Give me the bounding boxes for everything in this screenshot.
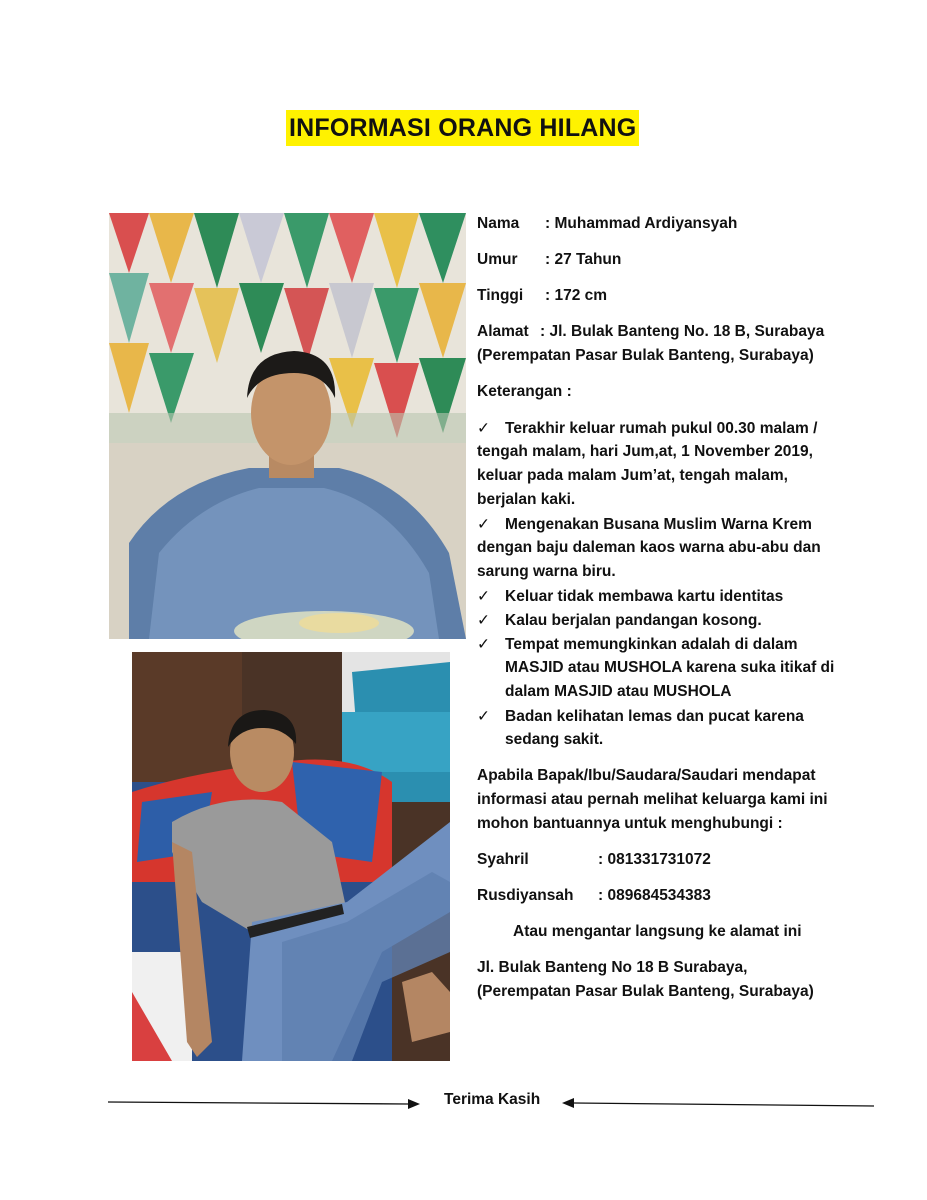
detail-age: [477, 251, 621, 269]
list-item-continuation: dalam MASJID atau MUSHOLA: [505, 683, 732, 700]
list-item-continuation: berjalan kaki.: [477, 491, 576, 508]
address-value: : Jl. Bulak Banteng No. 18 B, Surabaya: [540, 323, 825, 340]
name-value: : Muhammad Ardiyansyah: [545, 215, 738, 232]
check-icon: ✓: [477, 588, 490, 605]
contact-row: [477, 887, 711, 905]
age-value: : 27 Tahun: [545, 251, 622, 268]
list-item-continuation: sedang sakit.: [505, 731, 604, 748]
page-title: INFORMASI ORANG HILANG: [286, 110, 639, 146]
height-value: : 172 cm: [545, 287, 608, 304]
contact-phone: : 081331731072: [598, 851, 711, 868]
keterangan-heading: Keterangan :: [477, 383, 572, 400]
contact-name: Syahril: [477, 851, 529, 868]
list-item-continuation: dengan baju daleman kaos warna abu-abu dan: [477, 539, 821, 556]
age-label: Umur: [477, 251, 518, 268]
contact-phone: : 089684534383: [598, 887, 711, 904]
address-line-2: (Perempatan Pasar Bulak Banteng, Surabaya): [477, 347, 814, 364]
list-item-continuation: sarung warna biru.: [477, 563, 616, 580]
address-label: Alamat: [477, 323, 529, 340]
check-icon: ✓: [477, 420, 490, 437]
appeal-line: informasi atau pernah melihat keluarga kami ini: [477, 791, 828, 808]
list-item-continuation: MASJID atau MUSHOLA karena suka itikaf di: [505, 659, 835, 676]
name-label: Nama: [477, 215, 520, 232]
missing-person-photo-portrait: [109, 213, 466, 639]
list-item: ✓ Mengenakan Busana Muslim Warna Krem: [477, 516, 812, 533]
delivery-address-line-2: (Perempatan Pasar Bulak Banteng, Surabaya): [477, 983, 814, 1000]
list-item-continuation: tengah malam, hari Jum,at, 1 November 2019,: [477, 443, 813, 460]
appeal-line: Apabila Bapak/Ibu/Saudara/Saudari mendapat: [477, 767, 816, 784]
detail-name: [477, 215, 737, 233]
delivery-address-line-1: Jl. Bulak Banteng No 18 B Surabaya,: [477, 959, 748, 976]
left-arrow-icon: [562, 1097, 874, 1111]
missing-person-photo-reclining: [132, 652, 450, 1061]
check-icon: ✓: [477, 612, 490, 629]
list-item: ✓ Terakhir keluar rumah pukul 00.30 malam /: [477, 420, 818, 437]
list-item: ✓ Badan kelihatan lemas dan pucat karena: [477, 708, 804, 725]
list-item: ✓ Kalau berjalan pandangan kosong.: [477, 612, 762, 629]
delivery-note: Atau mengantar langsung ke alamat ini: [513, 923, 802, 940]
list-item-continuation: keluar pada malam Jum’at, tengah malam,: [477, 467, 788, 484]
check-icon: ✓: [477, 516, 490, 533]
check-icon: ✓: [477, 708, 490, 725]
list-item: ✓ Keluar tidak membawa kartu identitas: [477, 588, 784, 605]
height-label: Tinggi: [477, 287, 524, 304]
detail-address: [477, 323, 824, 341]
contact-name: Rusdiyansah: [477, 887, 574, 904]
detail-height: [477, 287, 607, 305]
list-item: ✓ Tempat memungkinkan adalah di dalam: [477, 636, 798, 653]
contact-row: [477, 851, 711, 869]
check-icon: ✓: [477, 636, 490, 653]
right-arrow-icon: [108, 1095, 420, 1109]
footer: [0, 1091, 927, 1115]
appeal-line: mohon bantuannya untuk menghubungi :: [477, 815, 783, 832]
thanks-text: Terima Kasih: [444, 1091, 541, 1108]
